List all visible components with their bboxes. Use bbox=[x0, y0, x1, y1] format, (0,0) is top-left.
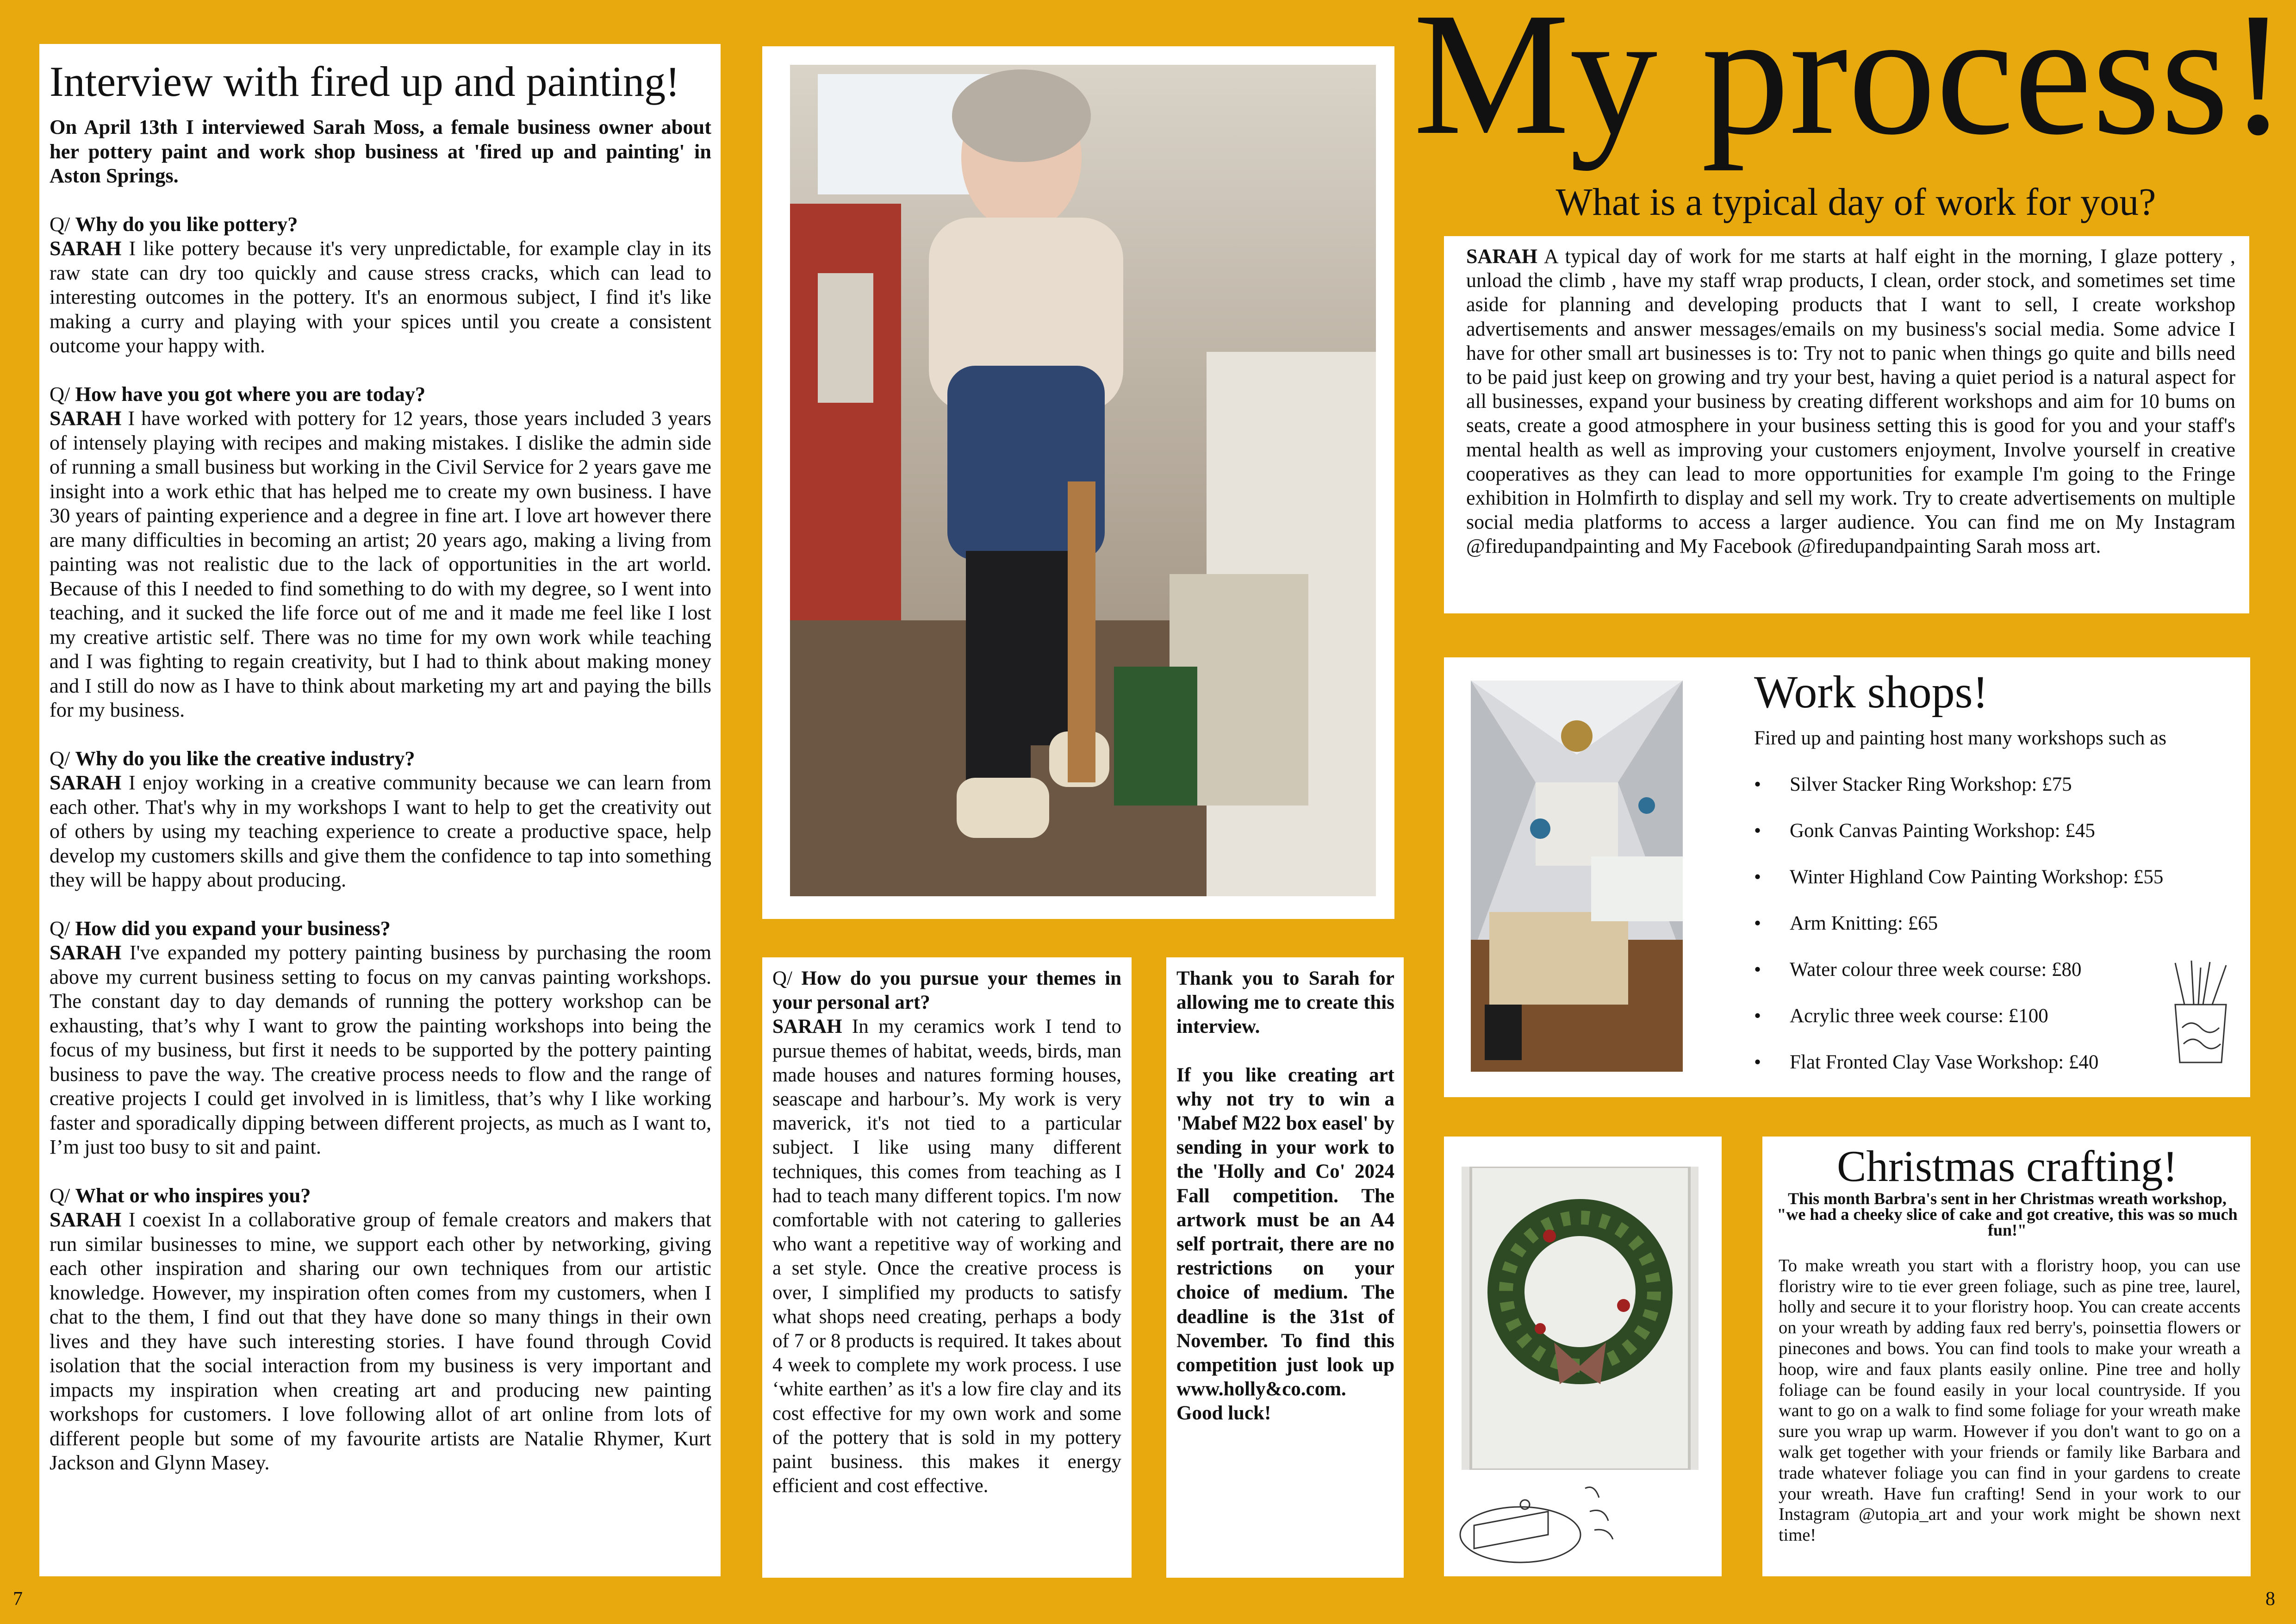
themes-question: Q/ How do you pursue your themes in your personal art? SARAH In my ceramics work I tend to pursue themes of habitat, weeds, birds, man made houses and natures forming houses, seascape and harbour’s. My work is very maverick, it's not tied to a particular subject. I like using many different techniques, this comes from teaching as I had to teach many different topics. I'm now comfortable with not catering to galleries who want a repetitive way of working and a set style. Once the creative process is over, I simplified my products to satisfy what shops need creating, perhaps a body of 7 or 8 products is required. It takes about 4 week to complete my work process. I use ‘white earthen’ as it's a low fire clay and its cost effective for my own work and some of the pottery that is sold in my pottery paint business. this makes it energy efficient and cost effective. bbox=[772, 968, 1122, 1497]
typical-day-box bbox=[1444, 236, 2249, 613]
christmas-title: Christmas crafting! bbox=[1836, 1142, 2178, 1191]
typical-day-text: SARAH A typical day of work for me starts at half eight in the morning, I glaze pottery , unload the climb , have my staff wrap products, I clean, order stock, and sometimes set time aside for planning and developing products that I want to sell, I create workshop advertisements and answer messages/emails on my business's social media. Some advice I have for other small art businesses is to: Try not to panic when things go quite and bills need to be paid just keep on growing and try your best, having a quiet period is a natural aspect for all businesses, expand your business by creating different workshops and aim for 10 bums on seats, create a good atmosphere in your business setting this is good for you and your staff's mental health as well as improving your customers enjoyment, Involve yourself in creative cooperatives as they can lead to more opportunities for example I'm going to the Fringe exhibition in Holmfirth to display and sell my work. Try to create advertisements on multiple social media platforms to access a larger audience. You can find me on My Instagram @firedupandpainting and My Facebook @firedupandpainting Sarah moss art. bbox=[1466, 245, 2235, 558]
thanks-text: Thank you to Sarah for allowing me to create this interview. bbox=[1176, 968, 1394, 1038]
workshop-item: • Gonk Canvas Painting Workshop: £45 bbox=[1754, 808, 2163, 854]
cake-sketch bbox=[1456, 1470, 1650, 1576]
qa-item: Q/ Why do you like the creative industry? SARAH I enjoy working in a creative community because we can learn from each other. That's why in my workshops I want to help to get the creativity out of others by using my teaching experience to create a productive space, help develop my customers skills and give them the confidence to tap into something they will be happy about producing. bbox=[50, 746, 711, 892]
qa-item: Q/ Why do you like pottery? SARAH I like pottery because it's very unpredictable, for example clay in its raw state can dry too quickly and cause stress cracks, which can lead to interesting outcomes in the pottery. It's an enormous subject, I find it's like making a curry and playing with your spices until you create a consistent outcome your happy with. bbox=[50, 212, 711, 357]
competition-text: If you like creating art why not try to win a 'Mabef M22 box easel' by sending in your work to the 'Holly and Co' 2024 Fall competition. The artwork must be an A4 self portrait, there are no restrictions on your choice of medium. The deadline is the 31st of November. To find this competition just look up www.holly&co.com. Good luck! bbox=[1176, 1064, 1394, 1424]
workshop-list bbox=[1754, 762, 2163, 1086]
workshop-item: • Winter Highland Cow Painting Workshop: £55 bbox=[1754, 854, 2163, 900]
christmas-body: To make wreath you start with a floristry hoop, you can use floristry wire to tie ever green foliage, such as pine tree, laurel, holly and secure it to your floristry hoop. You can create accents on your wreath by adding faux red berry's, poinsettia flowers or pinecones and bows. You can find tools to make your wreath a hoop, wire and faux plants easily online. Pine tree and holly foliage can be found easily in your local countryside. If you want to go on a walk to find some foliage for your wreath make sure you wrap up warm. However if you don't want to go on a walk get together with your friends or family like Barbara and trade whatever foliage you can find in your gardens to create your wreath. Have fun crafting! Send in your work to our Instagram @utopia_art and your work might be shown next time! bbox=[1779, 1255, 2240, 1545]
workshops-intro: Fired up and painting host many workshops such as bbox=[1754, 727, 2166, 749]
workshop-room-photo bbox=[1471, 681, 1683, 1072]
portrait-photo bbox=[790, 65, 1376, 896]
page-subtitle: What is a typical day of work for you? bbox=[1556, 181, 2156, 224]
interview-title: Interview with fired up and painting! bbox=[50, 58, 680, 105]
qa-item: Q/ How did you expand your business? SARAH I've expanded my pottery painting business by purchasing the room above my current business setting to focus on my canvas painting workshops. The constant day to day demands of running the pottery workshop can be exhausting, that’s why I want to grow the painting workshops into being the focus of my business, but first it needs to be supported by the pottery painting business to pave the way. The creative process needs to flow and the range of creative projects I could get involved in is limitless, that’s why I like working faster and sporadically dipping between different projects, as much as I want to, I’m just too busy to sit and paint. bbox=[50, 916, 711, 1159]
workshop-item: • Flat Fronted Clay Vase Workshop: £40 bbox=[1754, 1039, 2163, 1086]
workshop-item: • Water colour three week course: £80 bbox=[1754, 947, 2163, 993]
interview-intro: On April 13th I interviewed Sarah Moss, a female business owner about her pottery paint and work shop business at 'fired up and painting' in Aston Springs. bbox=[50, 115, 711, 187]
interview-column bbox=[39, 44, 721, 1576]
workshops-title: Work shops! bbox=[1754, 666, 1988, 718]
workshop-item: • Acrylic three week course: £100 bbox=[1754, 993, 2163, 1039]
portrait-photo-frame bbox=[762, 46, 1394, 919]
page-number-left: 7 bbox=[13, 1588, 23, 1610]
workshop-item: • Arm Knitting: £65 bbox=[1754, 900, 2163, 947]
thanks-competition-box bbox=[1166, 957, 1404, 1578]
qa-list bbox=[50, 212, 711, 1475]
themes-question-box bbox=[762, 957, 1132, 1578]
qa-item: Q/ How have you got where you are today? SARAH I have worked with pottery for 12 years, those years included 3 years of intensely playing with recipes and making mistakes. I dislike the admin side of running a small business but working in the Civil Service for 2 years gave me insight into a work ethic that has helped me to create my own business. I have 30 years of painting experience and a degree in fine art. I love art however there are many difficulties in becoming an artist; 20 years ago, making a living from painting was not realistic due to the lack of opportunities in the art world. Because of this I needed to find something to do with my degree, so I went into teaching, and it sucked the life force out of me and it made me feel like I lost my creative artistic self. There was no time for my own work while teaching and I was fighting to regain creativity, but I had to think about making money and I still do now as I have to think about marketing my art and paying the bills for my business. bbox=[50, 382, 711, 722]
wreath-image-box bbox=[1444, 1137, 1722, 1576]
christmas-subtitle: This month Barbra's sent in her Christmas wreath workshop, "we had a cheeky slice of cake and got creative, this was so much fun!" bbox=[1777, 1189, 2238, 1239]
page-number-right: 8 bbox=[2265, 1588, 2275, 1610]
page-title: My process! bbox=[1413, 0, 2288, 171]
brush-pot-sketch bbox=[2166, 958, 2235, 1065]
wreath-photo bbox=[1462, 1167, 1699, 1470]
qa-item: Q/ What or who inspires you? SARAH I coexist In a collaborative group of female creators and makers that run similar businesses to mine, we support each other by networking, giving each other inspiration and sharing our own techniques from our artistic knowledge. However, my inspiration often comes from my customers, when I chat to the them, I find out that they have done so many things in their own lives and they have such interesting stories. I have found through Covid isolation that the social interaction from my business is very important and impacts my inspiration when creating art and producing new painting workshops for customers. I love following allot of art online from lots of different people but some of my favourite artists are Natalie Rhymer, Kurt Jackson and Glynn Masey. bbox=[50, 1183, 711, 1474]
workshop-item: • Silver Stacker Ring Workshop: £75 bbox=[1754, 762, 2163, 808]
workshops-box bbox=[1444, 657, 2250, 1097]
christmas-box bbox=[1762, 1137, 2251, 1576]
